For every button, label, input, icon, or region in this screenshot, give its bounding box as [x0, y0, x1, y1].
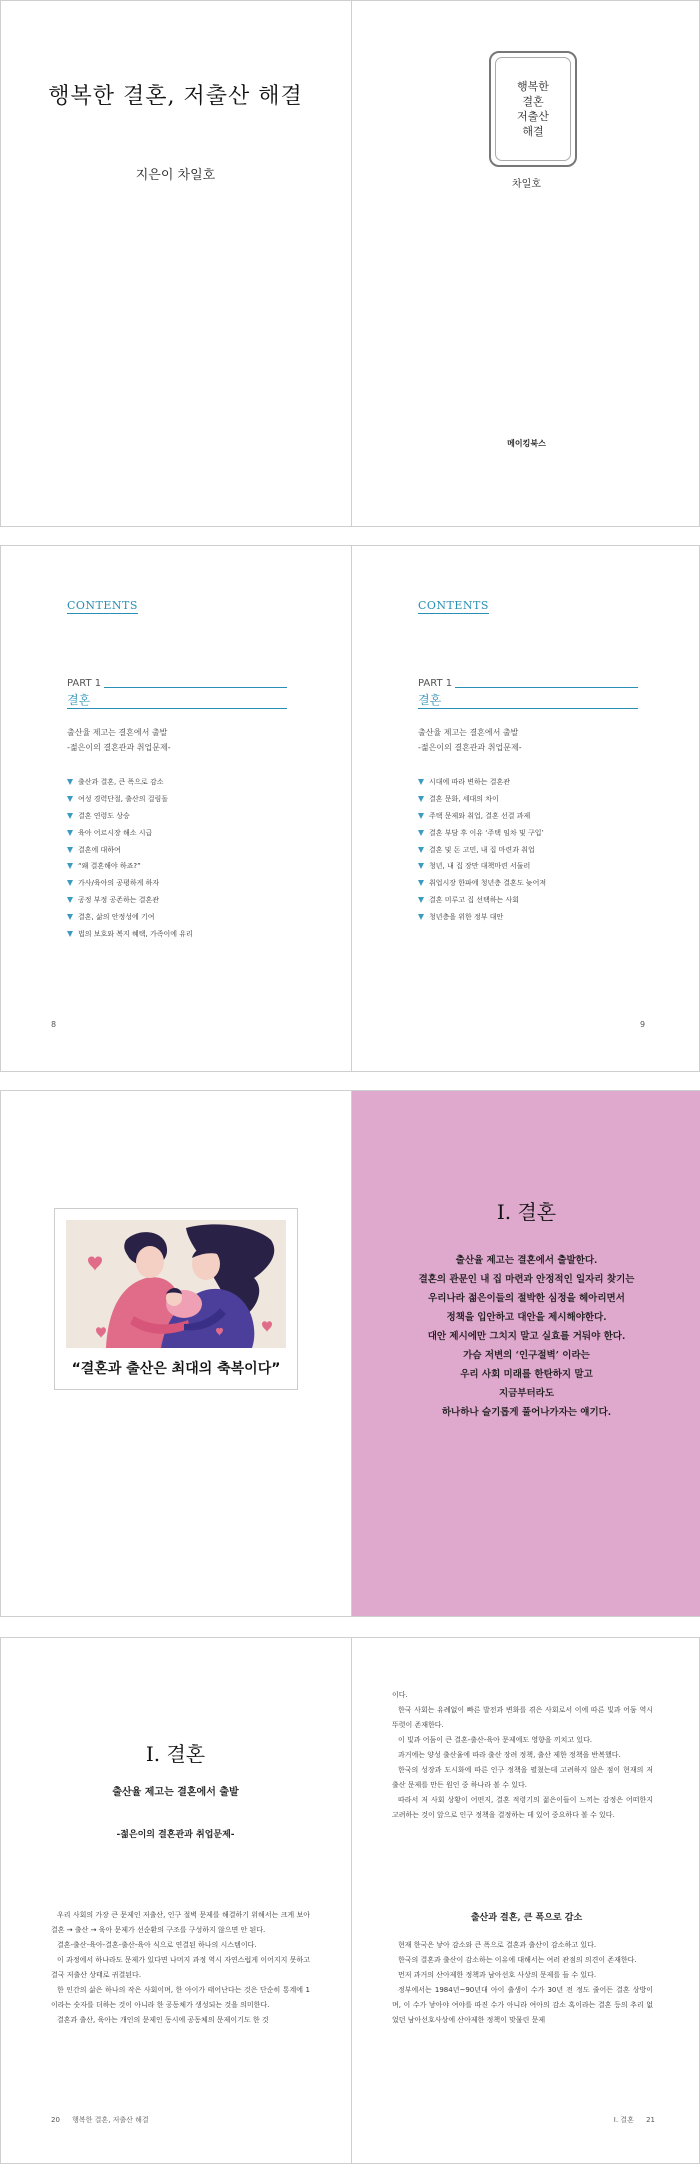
- triangle-bullet-icon: [67, 830, 73, 836]
- paragraph: 정부에서는 1984년~90년대 아이 출생이 수가 30년 전 정도 줄어든 결혼 상방이며, 이 수가 낳아야 여야를 따진 수가 아니라 여아의 감소 혹이라는 결혼 등의 추리 없었던 남아선호사상에 산아제한 정책이 맞물린 문제: [392, 1986, 653, 2024]
- intro-line: 가슴 저변의 ‘인구절벽’ 이라는: [463, 1350, 590, 1361]
- section-subtitle-2: -젊은이의 결혼관과 취업문제-: [418, 743, 522, 752]
- intro-line: 정책을 입안하고 대안을 제시해야한다.: [446, 1312, 607, 1323]
- toc-item[interactable]: 청년층을 위한 정부 대안: [418, 908, 546, 925]
- title-page: [352, 1, 700, 526]
- couple-illustration-svg: [66, 1220, 286, 1348]
- triangle-bullet-icon: [67, 880, 73, 886]
- title-line: 저출산: [517, 110, 549, 123]
- triangle-bullet-icon: [67, 863, 73, 869]
- triangle-bullet-icon: [418, 847, 424, 853]
- section-subtitle-2: -젊은이의 결혼관과 취업문제-: [67, 743, 171, 752]
- intro-line: 우리 사회 미래를 한탄하지 말고: [460, 1369, 593, 1380]
- body-page-left: [1, 1638, 350, 2163]
- toc-list: [67, 774, 193, 942]
- paragraph: 한 인간의 삶은 하나의 작은 사회이며, 한 아이가 태어난다는 것은 단순히 통계에 1이라는 숫자를 더하는 것이 아니라 한 공동체가 생성되는 것을 의미한다.: [51, 1986, 310, 2009]
- part-label: PART 1: [67, 678, 102, 689]
- divider: [455, 687, 638, 688]
- triangle-bullet-icon: [418, 796, 424, 802]
- triangle-bullet-icon: [67, 931, 73, 937]
- paragraph: 한국 사회는 유례없이 빠른 발전과 변화를 겪은 사회로서 이에 따른 빛과 어둠 역시 뚜렷이 존재한다.: [392, 1706, 653, 1729]
- toc-item[interactable]: 결혼 연령도 상승: [67, 808, 193, 825]
- triangle-bullet-icon: [67, 813, 73, 819]
- toc-item[interactable]: 결혼 문화, 세대의 차이: [418, 791, 546, 808]
- chapter-intro: [372, 1251, 681, 1422]
- chapter-title: I. 결혼: [496, 1200, 557, 1224]
- paragraph: 이 빛과 어둠이 큰 결혼-출산-육아 문제에도 영향을 끼치고 있다.: [398, 1736, 593, 1744]
- triangle-bullet-icon: [67, 897, 73, 903]
- part-label: PART 1: [418, 678, 453, 689]
- triangle-bullet-icon: [418, 914, 424, 920]
- section-subtitle: 출산율 제고는 결혼에서 출발: [418, 728, 519, 737]
- triangle-bullet-icon: [67, 914, 73, 920]
- toc-item[interactable]: “왜 결혼해야 하죠?”: [67, 858, 193, 875]
- paragraph: 우리 사회의 가장 큰 문제인 저출산, 인구 절벽 문제를 해결하기 위해서는 크게 보아 결혼 → 출산 → 육아 문제가 선순환의 구조를 구성하지 않으면 안 된다.: [51, 1911, 310, 1934]
- toc-item[interactable]: 육아 어르시장 해소 시급: [67, 824, 193, 841]
- part-name: 결혼: [418, 693, 442, 707]
- couple-with-baby-illustration: [66, 1220, 286, 1348]
- triangle-bullet-icon: [67, 796, 73, 802]
- paragraph: 이다.: [392, 1691, 408, 1699]
- title-line: 행복한: [517, 80, 549, 93]
- toc-item[interactable]: 결혼 미루고 집 선택하는 사회: [418, 892, 546, 909]
- divider: [104, 687, 287, 688]
- paragraph: 한국의 결혼과 출산이 감소하는 이유에 대해서는 여러 관점의 의견이 존재한다.: [398, 1956, 637, 1964]
- page-footer: [614, 2115, 655, 2125]
- triangle-bullet-icon: [67, 779, 73, 785]
- toc-item[interactable]: 결혼 부담 후 이유 ‘주택 임차 및 구입’: [418, 824, 546, 841]
- book-author: 지은이 차일호: [135, 168, 216, 183]
- divider: [67, 708, 287, 709]
- contents-page-left: [1, 546, 350, 1071]
- intro-line: 지금부터라도: [498, 1388, 555, 1399]
- triangle-bullet-icon: [418, 863, 424, 869]
- subsection-heading: 출산과 결혼, 큰 폭으로 감소: [470, 1913, 583, 1923]
- paragraph: 한국의 성장과 도시화에 따른 인구 정책을 펼쳤는데 고려하지 않은 점이 현재의 저 출산 문제를 만든 원인 중 하나라 볼 수 있다.: [392, 1766, 653, 1789]
- toc-item[interactable]: 공정 부정 공존하는 결혼관: [67, 892, 193, 909]
- body-paragraphs-bottom: [392, 1938, 653, 2028]
- footer-running-title: I. 결혼: [613, 2116, 634, 2124]
- toc-item[interactable]: 출산과 결혼, 큰 폭으로 감소: [67, 774, 193, 791]
- chapter-opener-page: [352, 1091, 700, 1616]
- toc-item[interactable]: 결혼 및 돈 고민, 내 집 마련과 취업: [418, 841, 546, 858]
- intro-line: 출산율 제고는 결혼에서 출발한다.: [455, 1255, 598, 1266]
- title-frame: [489, 51, 577, 167]
- toc-item[interactable]: 결혼, 삶의 안정성에 기여: [67, 908, 193, 925]
- paragraph: 이 과정에서 하나라도 문제가 있다면 나머지 과정 역시 자연스럽게 이어지지 못하고 결국 저출산 상태로 귀결된다.: [51, 1956, 310, 1979]
- section-subtitle: 출산율 제고는 결혼에서 출발: [112, 1787, 239, 1798]
- footer-page-number: 21: [646, 2116, 655, 2124]
- intro-line: 우리나라 젊은이들의 절박한 심정을 헤아리면서: [428, 1293, 625, 1304]
- body-paragraphs-top: [392, 1688, 653, 1823]
- footer-page-number: 20: [51, 2116, 60, 2124]
- illustration-frame: [54, 1208, 298, 1390]
- publisher-name: 메이킹북스: [507, 439, 546, 448]
- paragraph: 현재 한국은 낳아 감소와 큰 폭으로 결혼과 출산이 감소하고 있다.: [398, 1941, 597, 1949]
- title-page-author: 차일호: [512, 179, 541, 190]
- spread-contents: [0, 545, 700, 1072]
- contents-page-right: [352, 546, 700, 1071]
- triangle-bullet-icon: [418, 880, 424, 886]
- footer-running-title: 행복한 결혼, 저출산 해결: [72, 2116, 149, 2124]
- book-title: 행복한 결혼, 저출산 해결: [48, 84, 303, 109]
- title-line: 결혼: [522, 95, 544, 108]
- paragraph: 따라서 저 사회 상황이 어떤지, 결혼 적령기의 젊은이들이 느끼는 감정은 어떠한지 고려하는 것이 앞으로 인구 정책을 결정하는 데 있어 중요하다 볼 수 있다.: [392, 1796, 653, 1819]
- intro-line: 대안 제시에만 그치지 말고 실효를 거둬야 한다.: [427, 1331, 626, 1342]
- intro-line: 결혼의 관문인 내 집 마련과 안정적인 일자리 찾기는: [418, 1274, 635, 1285]
- toc-item[interactable]: 시대에 따라 변하는 결혼관: [418, 774, 546, 791]
- triangle-bullet-icon: [418, 830, 424, 836]
- illustration-page: [1, 1091, 350, 1616]
- contents-heading: CONTENTS: [67, 599, 138, 612]
- toc-item[interactable]: 청년, 내 집 장만 대책마련 서둘러: [418, 858, 546, 875]
- paragraph: 결혼과 출산, 육아는 개인의 문제인 동시에 공동체의 문제이기도 한 것: [57, 2016, 269, 2024]
- triangle-bullet-icon: [418, 897, 424, 903]
- paragraph: 결혼-출산-육아-결혼-출산-육아 식으로 연결된 하나의 시스템이다.: [57, 1941, 257, 1949]
- toc-item[interactable]: 법의 보호와 복지 혜택, 가족이에 유리: [67, 925, 193, 942]
- triangle-bullet-icon: [67, 847, 73, 853]
- toc-list: [418, 774, 546, 925]
- page-number: 9: [640, 1020, 646, 1029]
- title-line: 해결: [522, 125, 544, 138]
- illustration-caption: “결혼과 출산은 최대의 축복이다”: [71, 1361, 281, 1377]
- spread-chapter-opener: [0, 1090, 700, 1617]
- intro-line: 하나하나 슬기롭게 풀어나가자는 얘기다.: [441, 1407, 612, 1418]
- part-name: 결혼: [67, 693, 91, 707]
- toc-item[interactable]: 주택 문제와 취업, 결혼 선결 과제: [418, 808, 546, 825]
- divider: [418, 708, 638, 709]
- section-subtitle: 출산율 제고는 결혼에서 출발: [67, 728, 168, 737]
- body-page-right: [352, 1638, 700, 2163]
- half-title-page: [1, 1, 350, 526]
- section-subtitle-2: -젊은이의 결혼관과 취업문제-: [116, 1830, 235, 1840]
- contents-heading: CONTENTS: [418, 599, 489, 612]
- triangle-bullet-icon: [418, 779, 424, 785]
- spread-body-text: [0, 1637, 700, 2164]
- toc-item[interactable]: 가사/육아의 공평하게 하자: [67, 875, 193, 892]
- page-number: 8: [51, 1020, 57, 1029]
- triangle-bullet-icon: [418, 813, 424, 819]
- toc-item[interactable]: 취업시장 한파에 청년층 결혼도 늦어져: [418, 875, 546, 892]
- paragraph: 먼저 과거의 산아제한 정책과 남아선호 사상의 문제를 들 수 있다.: [398, 1971, 597, 1979]
- page-footer: [51, 2115, 149, 2125]
- spread-title-pages: [0, 0, 700, 527]
- toc-item[interactable]: 결혼에 대하여: [67, 841, 193, 858]
- section-title: I. 결혼: [145, 1742, 206, 1766]
- toc-item[interactable]: 여성 경력단절, 출산의 걸림돌: [67, 791, 193, 808]
- body-paragraphs: [51, 1908, 310, 2028]
- paragraph: 과거에는 양성 출산율에 따라 출산 장려 정책, 출산 제한 정책을 반복했다.: [398, 1751, 621, 1759]
